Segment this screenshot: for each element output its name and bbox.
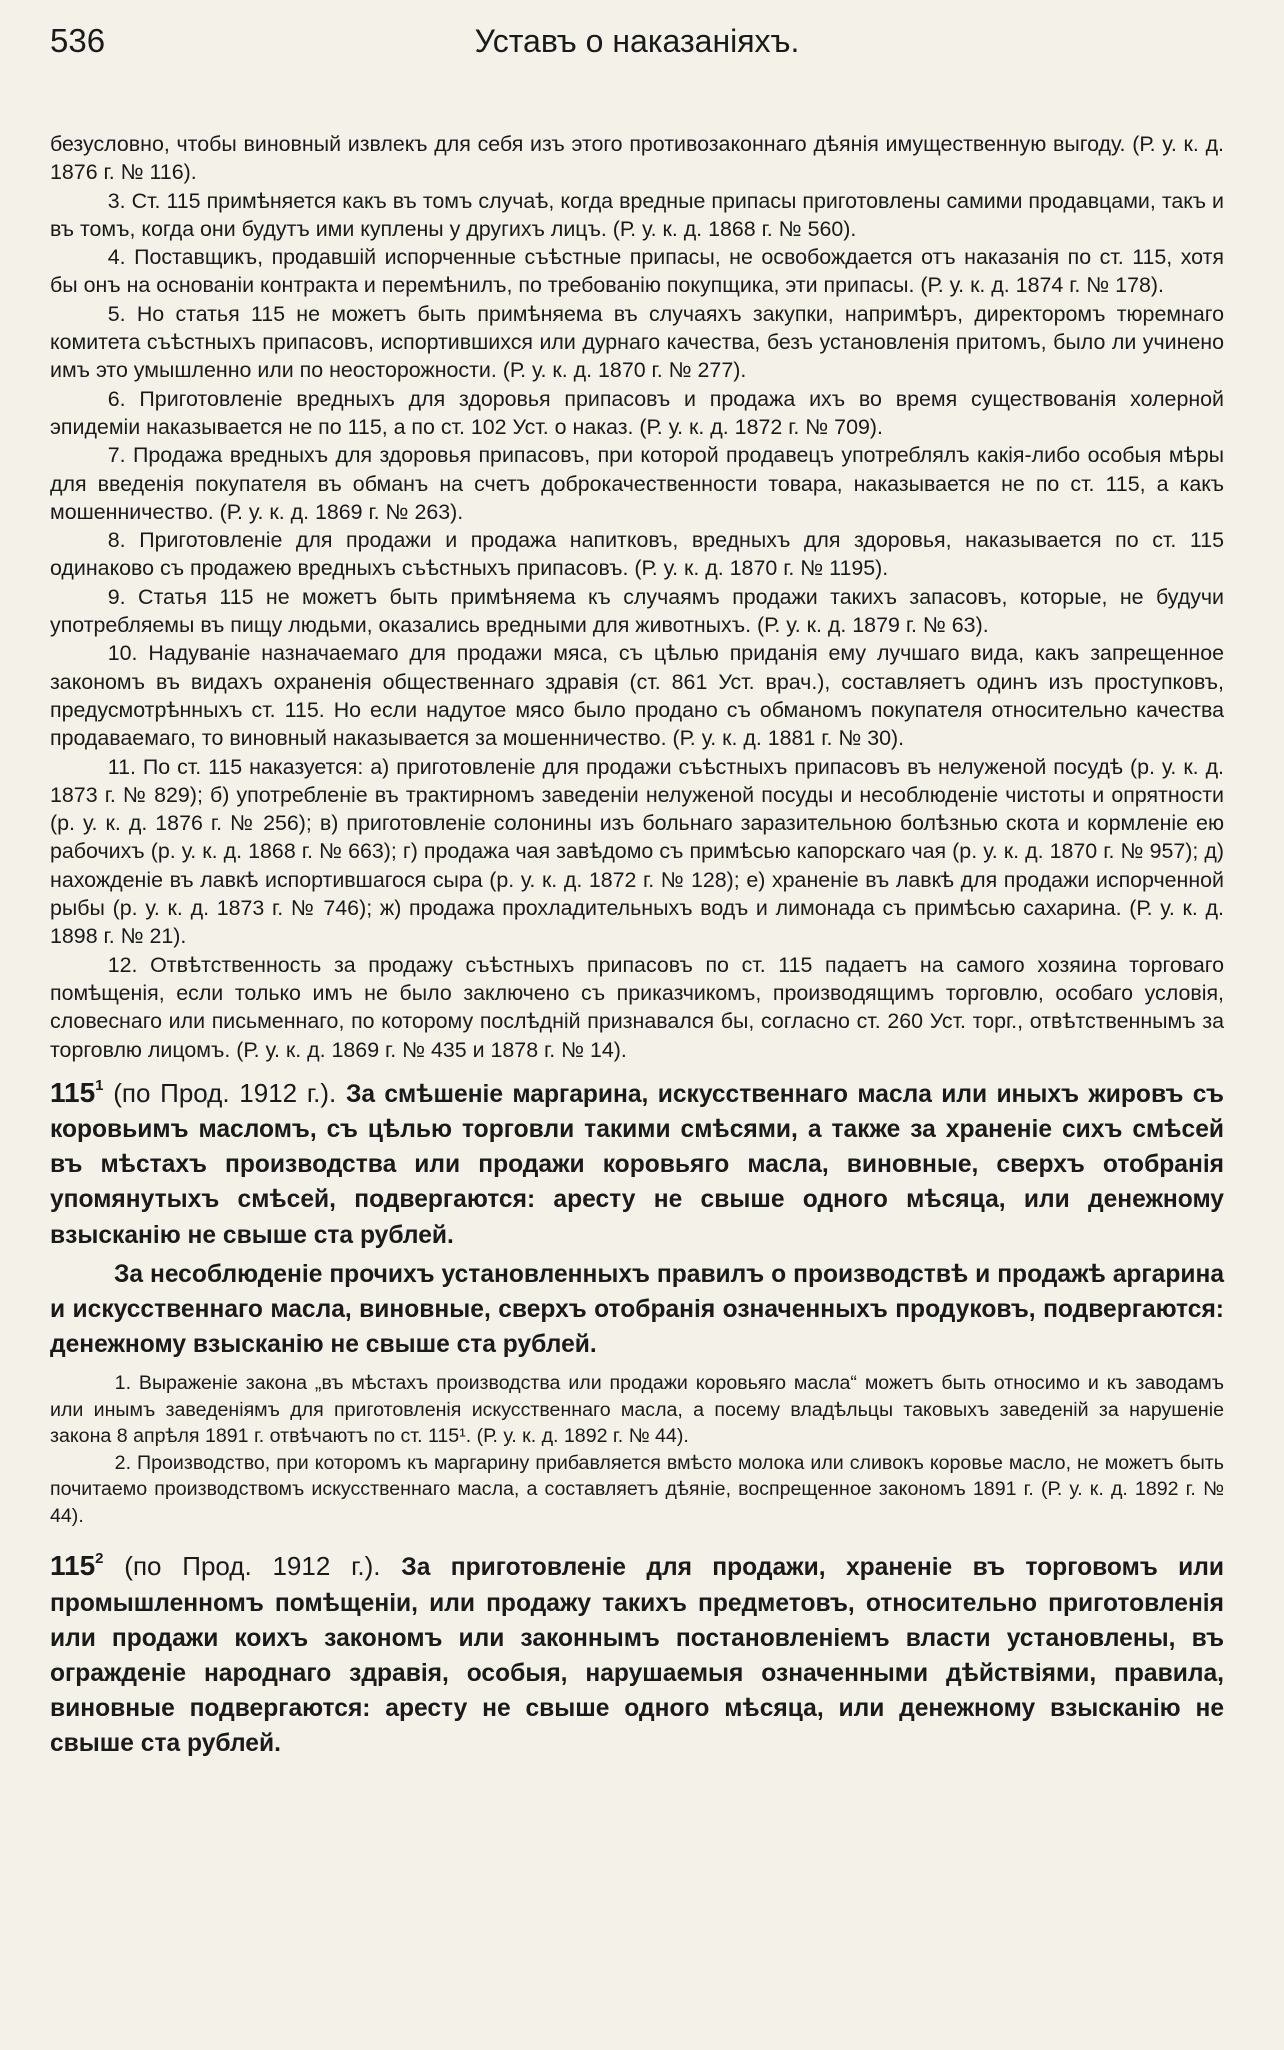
article-number-superscript: 1 bbox=[95, 1076, 104, 1094]
notes-article-115 bbox=[50, 130, 1224, 1064]
article-115-1 bbox=[50, 1068, 1224, 1363]
article-number: $115^1$ bbox=[50, 1076, 104, 1108]
article-source-ref: (по Прод. 1912 г.). bbox=[103, 1077, 346, 1108]
article-115-2 bbox=[50, 1541, 1224, 1761]
article-number: $115^2$ bbox=[50, 1550, 104, 1582]
article-number-superscript: 2 bbox=[95, 1550, 104, 1568]
note-paragraph: 1. Выраженіе закона „въ мѣстахъ производства или продажи коровьяго масла“ можетъ быть относимо и къ заводамъ или инымъ заведеніямъ для приготовленія искусственнаго масла, а посему владѣльцы таковыхъ заведеній за нарушеніе закона 8 апрѣля 1891 г. отвѣчаютъ по ст. 115¹. (Р. у. к. д. 1892 г. № 44). bbox=[50, 1372, 1224, 1448]
article-text: За смѣшеніе маргарина, искусственнаго масла или иныхъ жировъ съ коровьимъ масломъ, съ цѣлью торговли такими смѣсями, а также за храненіе сихъ смѣсей въ мѣстахъ производства или продажи коровьяго масла, виновные, сверхъ отобранія упомянутыхъ смѣсей, подвергаются: аресту не свыше одного мѣсяца, или денежному взысканію не свыше ста рублей. bbox=[50, 1080, 1224, 1249]
running-head bbox=[50, 22, 1224, 82]
note-paragraph: 8. Приготовленіе для продажи и продажа напитковъ, вредныхъ для здоровья, наказывается по ст. 115 одинаково съ продажею вредныхъ съѣстныхъ припасовъ. (Р. у. к. д. 1870 г. № 1195). bbox=[50, 528, 1224, 581]
note-paragraph: 2. Производство, при которомъ къ маргарину прибавляется вмѣсто молока или сливокъ коровье масло, не можетъ быть почитаемо производствомъ искусственнаго масла, а составляетъ дѣяніе, воспрещенное закономъ 1891 г. (Р. у. к. д. 1892 г. № 44). bbox=[50, 1451, 1224, 1527]
article-source-ref: (по Прод. 1912 г.). bbox=[103, 1551, 402, 1582]
article-text: За приготовленіе для продажи, храненіе въ торговомъ или промышленномъ помѣщеніи, или продажу такихъ предметовъ, относительно приготовленія или продажи коихъ закономъ или законнымъ постановленіемъ власти установлены, въ огражденіе народнаго здравія, особыя, нарушаемыя означенными дѣйствіями, правила, виновные подвергаются: аресту не свыше одного мѣсяца, или денежному взысканію не свыше ста рублей. bbox=[50, 1554, 1224, 1758]
note-paragraph: безусловно, чтобы виновный извлекъ для себя изъ этого противозаконнаго дѣянія имущественную выгоду. (Р. у. к. д. 1876 г. № 116). bbox=[50, 132, 1224, 185]
note-paragraph: 4. Поставщикъ, продавшій испорченные съѣстные припасы, не освобождается отъ наказанія по ст. 115, хотя бы онъ на основаніи контракта и перемѣнилъ, по требованію покупщика, эти припасы. (Р. у. к. д. 1874 г. № 178). bbox=[50, 245, 1224, 298]
note-paragraph: 6. Приготовленіе вредныхъ для здоровья припасовъ и продажа ихъ во время существованія холерной эпидеміи наказывается не по 115, а по ст. 102 Уст. о наказ. (Р. у. к. д. 1872 г. № 709). bbox=[50, 386, 1224, 439]
article-paragraph: За несоблюденіе прочихъ установленныхъ правилъ о производствѣ и продажѣ аргарина и искусственнаго масла, виновные, сверхъ отобранія означенныхъ продуковъ, подвергаются: денежному взысканію не свыше ста рублей. bbox=[50, 1260, 1224, 1359]
page-number: 536 bbox=[50, 22, 106, 59]
note-paragraph: 10. Надуваніе назначаемаго для продажи мяса, съ цѣлью приданія ему лучшаго вида, какъ запрещенное закономъ въ видахъ охраненія общественнаго здравія (ст. 861 Уст. врач.), составляетъ одинъ изъ проступковъ, предусмотрѣнныхъ ст. 115. Но если надутое мясо было продано съ обманомъ покупателя относительно качества продаваемаго, то виновный наказывается за мошенничество. (Р. у. к. д. 1881 г. № 30). bbox=[50, 641, 1224, 751]
note-paragraph: 11. По ст. 115 наказуется: а) приготовленіе для продажи съѣстныхъ припасовъ въ нелуженой посудѣ (р. у. к. д. 1873 г. № 829); б) употребленіе въ трактирномъ заведеніи нелуженой посуды и несоблюденіе чистоты и опрятности (р. у. к. д. 1876 г. № 256); в) приготовленіе солонины изъ больнаго заразительною болѣзнью скота и кормленіе ею рабочихъ (р. у. к. д. 1868 г. № 663); г) продажа чая завѣдомо съ примѣсью капорскаго чая (р. у. к. д. 1870 г. № 957); д) нахожденіе въ лавкѣ испортившагося сыра (р. у. к. д. 1872 г. № 128); е) храненіе въ лавкѣ для продажи испорченной рыбы (р. у. к. д. 1873 г. № 746); ж) продажа прохладительныхъ водъ и лимонада съ примѣсью сахарина. (Р. у. к. д. 1898 г. № 21). bbox=[50, 754, 1224, 949]
note-paragraph: 9. Статья 115 не можетъ быть примѣняема къ случаямъ продажи такихъ запасовъ, которые, не будучи употребляемы въ пищу людьми, оказались вредными для животныхъ. (Р. у. к. д. 1879 г. № 63). bbox=[50, 584, 1224, 638]
article-paragraph bbox=[50, 1541, 1224, 1761]
note-paragraph: 3. Ст. 115 примѣняется какъ въ томъ случаѣ, когда вредные припасы приготовлены самими продавцами, такъ и въ томъ, когда они будутъ ими куплены у другихъ лицъ. (Р. у. к. д. 1868 г. № 560). bbox=[50, 188, 1224, 241]
note-paragraph: 12. Отвѣтственность за продажу съѣстныхъ припасовъ по ст. 115 падаетъ на самого хозяина торговаго помѣщенія, если только имъ не было заключено съ приказчикомъ, производящимъ торговлю, особаго условія, словеснаго или письменнаго, по которому послѣдній признавался бы, согласно ст. 260 Уст. торг., отвѣтственнымъ за торговлю лицомъ. (Р. у. к. д. 1869 г. № 435 и 1878 г. № 14). bbox=[50, 952, 1224, 1062]
article-paragraph bbox=[50, 1068, 1224, 1253]
note-paragraph: 7. Продажа вредныхъ для здоровья припасовъ, при которой продавецъ употреблялъ какія-либо особыя мѣры для введенія покупателя въ обманъ на счетъ доброкачественности товара, наказывается не по ст. 115, а какъ мошенничество. (Р. у. к. д. 1869 г. № 263). bbox=[50, 443, 1224, 524]
note-paragraph: 5. Но статья 115 не можетъ быть примѣняема въ случаяхъ закупки, напримѣръ, директоромъ тюремнаго комитета съѣстныхъ припасовъ, испортившихся или дурнаго качества, безъ установленія притомъ, было ли учинено имъ это умышленно или по неосторожности. (Р. у. к. д. 1870 г. № 277). bbox=[50, 301, 1224, 383]
running-title: Уставъ о наказаніяхъ. bbox=[474, 23, 800, 59]
notes-article-115-1 bbox=[50, 1370, 1224, 1529]
